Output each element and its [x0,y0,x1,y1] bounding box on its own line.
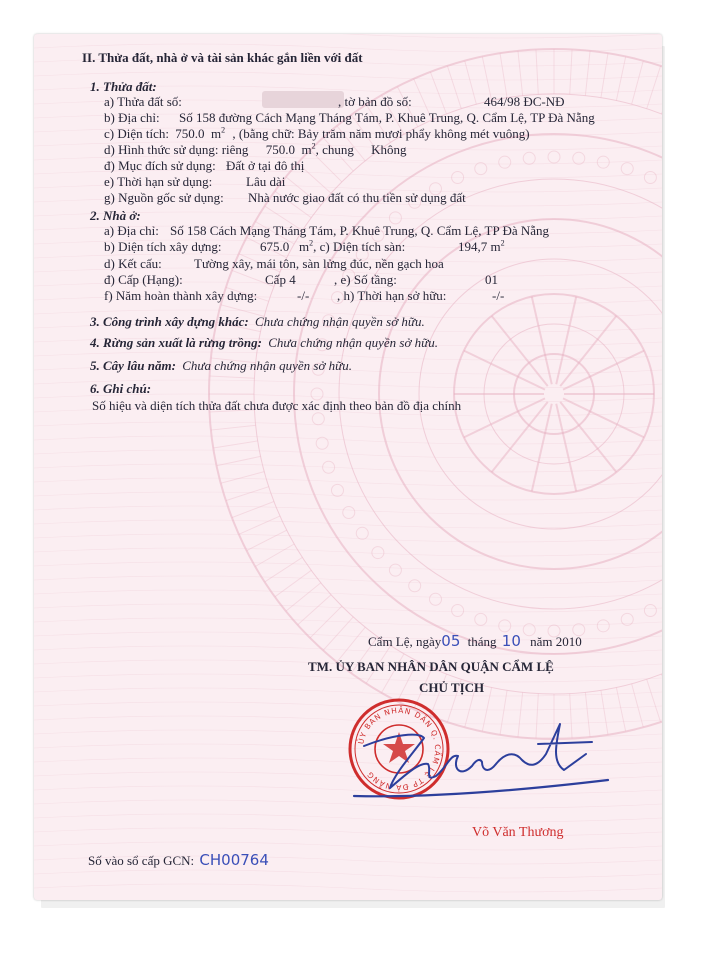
notes-heading: 6. Ghi chú: [90,381,152,396]
usage-term-value: Lâu dài [246,174,286,189]
usage-origin-value: Nhà nước giao đất có thu tiền sử dụng đất [248,190,466,205]
land-heading: 1. Thửa đất: [90,79,157,94]
grade-label: đ) Cấp (Hạng): [104,272,183,287]
redacted-field [262,91,344,108]
other-works-row [90,314,425,329]
floor-area-value: 194,7 [458,239,488,254]
issue-month: 10 [501,632,521,650]
structure-value: Tường xây, mái tôn, sàn lửng đúc, nền gạch hoa [194,256,444,271]
forest-row [90,335,438,350]
forest-heading: 4. Rừng sản xuất là rừng trồng: [90,335,262,350]
house-footprint-label: b) Diện tích xây dựng: [104,239,222,254]
usage-shared-value: Không [371,142,407,157]
perennial-value: Chưa chứng nhận quyền sở hữu. [182,358,352,373]
land-usage-row: d) Hình thức sử dụng: riêng 750.0 $m^2$, chung Không [104,141,407,157]
notes-value: Số hiệu và diện tích thửa đất chưa được xác định theo bản đồ địa chính [92,398,462,413]
registry-row [88,853,269,868]
usage-term-label: e) Thời hạn sử dụng: [104,174,213,189]
issue-day: 05 [441,632,461,650]
other-works-value: Chưa chứng nhận quyền sở hữu. [255,314,425,329]
completion-year-value: -/- [297,288,310,303]
issue-place: Cẩm Lệ, ngày [368,634,442,649]
house-footprint-unit: m [299,239,310,254]
land-number-label: a) Thửa đất số: [104,94,182,109]
land-area-unit: m [210,126,222,141]
handwritten-signature [324,704,614,804]
floors-value: 01 [485,272,498,287]
land-address-label: b) Địa chỉ: [104,110,160,125]
issuing-authority: TM. ỦY BAN NHÂN DÂN QUẬN CẨM LỆ [308,659,554,674]
usage-private-value: 750.0 [265,142,295,157]
map-sheet-label: , tờ bản đồ số: [338,94,412,109]
house-heading: 2. Nhà ở: [90,208,141,223]
land-area-words: , (bằng chữ: Bảy trăm năm mươi phẩy không mét vuông) [232,126,530,141]
floor-area-unit: m [490,239,501,254]
house-address-value: Số 158 Cách Mạng Tháng Tám, P. Khuê Trung, Q. Cẩm Lệ, TP Đà Nẵng [170,223,550,238]
issue-month-label: tháng [467,634,497,649]
section-title: II. Thửa đất, nhà ở và tài sản khác gắn liền với đất [82,50,363,65]
land-area-value: 750.0 [175,126,205,141]
ownership-term-value: -/- [492,288,505,303]
usage-shared-label: , chung [315,142,354,157]
land-address-value: Số 158 đường Cách Mạng Tháng Tám, P. Khuê Trung, Q. Cẩm Lệ, TP Đà Nẵng [179,110,595,125]
usage-origin-label: g) Nguồn gốc sử dụng: [104,190,224,205]
issue-year: năm 2010 [530,634,582,649]
usage-private-unit: m [301,142,312,157]
issue-date-row [368,634,582,649]
land-area-row: c) Diện tích: 750.0 $m^2$ , (bằng chữ: Bảy trăm năm mươi phẩy không mét vuông) [104,125,530,141]
forest-value: Chưa chứng nhận quyền sở hữu. [268,335,438,350]
house-address-label: a) Địa chỉ: [104,223,159,238]
structure-label: d) Kết cấu: [104,256,162,271]
floors-label: , e) Số tầng: [334,272,397,287]
floor-area-row: 194,7 $m^2$ [458,238,505,254]
land-area-label: c) Diện tích: [104,126,169,141]
other-works-heading: 3. Công trình xây dựng khác: [90,314,249,329]
house-footprint-row: 675.0 $m^2$, c) Diện tích sàn: [260,238,406,254]
perennial-row [90,358,352,373]
completion-year-label: f) Năm hoàn thành xây dựng: [104,288,258,303]
certificate-paper [34,34,662,900]
usage-purpose-label: đ) Mục đích sử dụng: [104,158,216,173]
house-footprint-value: 675.0 [260,239,290,254]
perennial-heading: 5. Cây lâu năm: [90,358,176,373]
grade-value: Cấp 4 [265,272,296,287]
usage-form-label: d) Hình thức sử dụng: riêng [104,142,249,157]
signer-title: CHỦ TỊCH [419,680,485,695]
usage-purpose-value: Đất ở tại đô thị [226,158,305,173]
registry-value: CH00764 [199,851,269,869]
registry-label: Số vào sổ cấp GCN: [88,853,195,868]
map-sheet-value: 464/98 ĐC-NĐ [484,94,565,109]
signer-name: Võ Văn Thương [472,825,564,840]
floor-area-label: , c) Diện tích sàn: [313,239,406,254]
ownership-term-label: , h) Thời hạn sở hữu: [337,288,447,303]
seal-text: ỦY BAN NHÂN DÂN Q. CẨM LỆ TP ĐÀ NẴNG [356,705,443,793]
